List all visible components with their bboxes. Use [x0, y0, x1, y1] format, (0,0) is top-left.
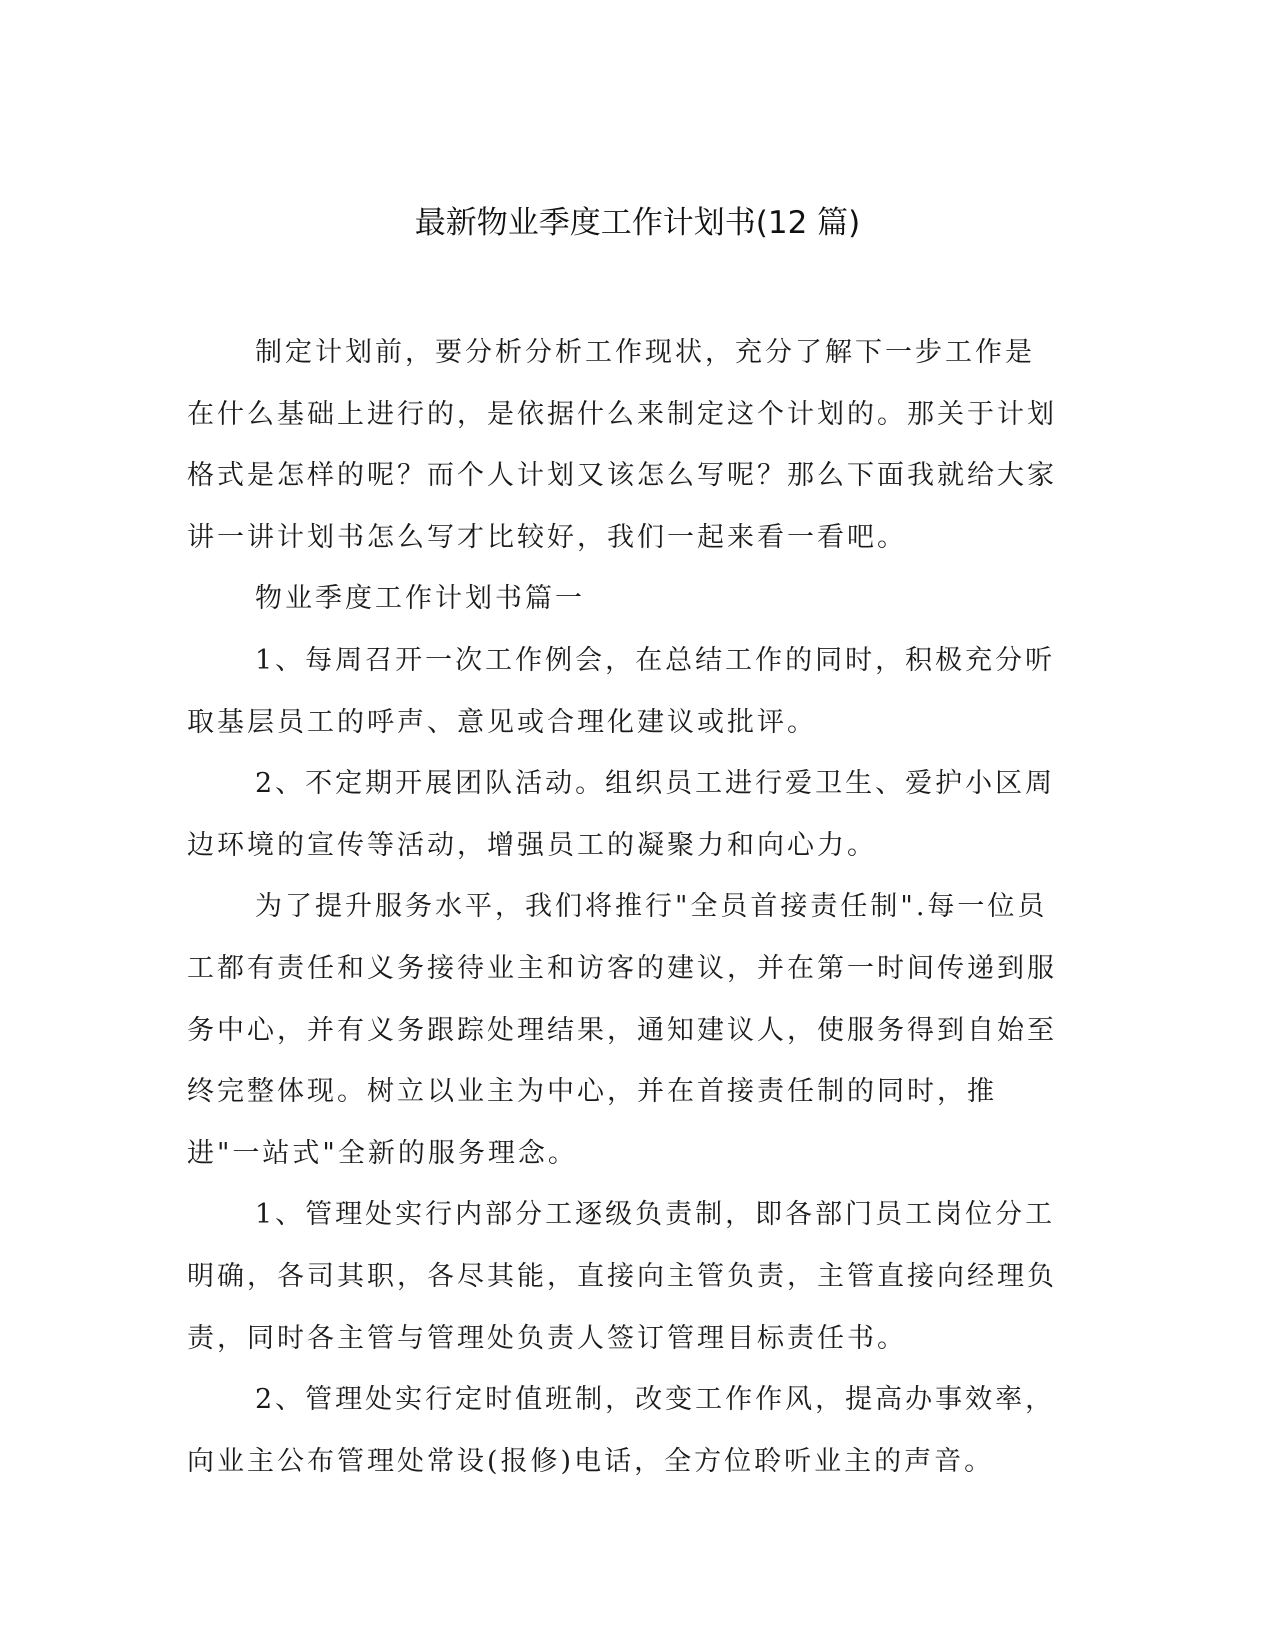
paragraph-management-2: 2、管理处实行定时值班制，改变工作作风，提高办事效率，向业主公布管理处常设(报修)电话，全方位聆听业主的声音。 — [187, 1384, 1056, 1477]
section-heading: 物业季度工作计划书篇一 — [255, 583, 585, 615]
document-title: 最新物业季度工作计划书(12 篇) — [414, 205, 861, 241]
paragraph-service: 为了提升服务水平，我们将推行"全员首接责任制".每一位员工都有责任和义务接待业主和访客的建议，并在第一时间传递到服务中心，并有义务跟踪处理结果，通知建议人，使服务得到自始至终完整体现。树立以业主为中心，并在首接责任制的同时，推进"一站式"全新的服务理念。 — [187, 891, 1057, 1169]
paragraph-item-2: 2、不定期开展团队活动。组织员工进行爱卫生、爱护小区周边环境的宣传等活动，增强员工的凝聚力和向心力。 — [187, 768, 1056, 861]
paragraph-item-1: 1、每周召开一次工作例会，在总结工作的同时，积极充分听取基层员工的呼声、意见或合理化建议或批评。 — [187, 644, 1056, 738]
document-body — [187, 322, 1062, 1492]
paragraph-intro: 制定计划前，要分析分析工作现状，充分了解下一步工作是在什么基础上进行的，是依据什么来制定这个计划的。那关于计划格式是怎样的呢？而个人计划又该怎么写呢？那么下面我就给大家讲一讲计划书怎么写才比较好，我们一起来看一看吧。 — [187, 337, 1057, 553]
paragraph-management-1: 1、管理处实行内部分工逐级负责制，即各部门员工岗位分工明确，各司其职，各尽其能，直接向主管负责，主管直接向经理负责，同时各主管与管理处负责人签订管理目标责任书。 — [187, 1199, 1057, 1354]
